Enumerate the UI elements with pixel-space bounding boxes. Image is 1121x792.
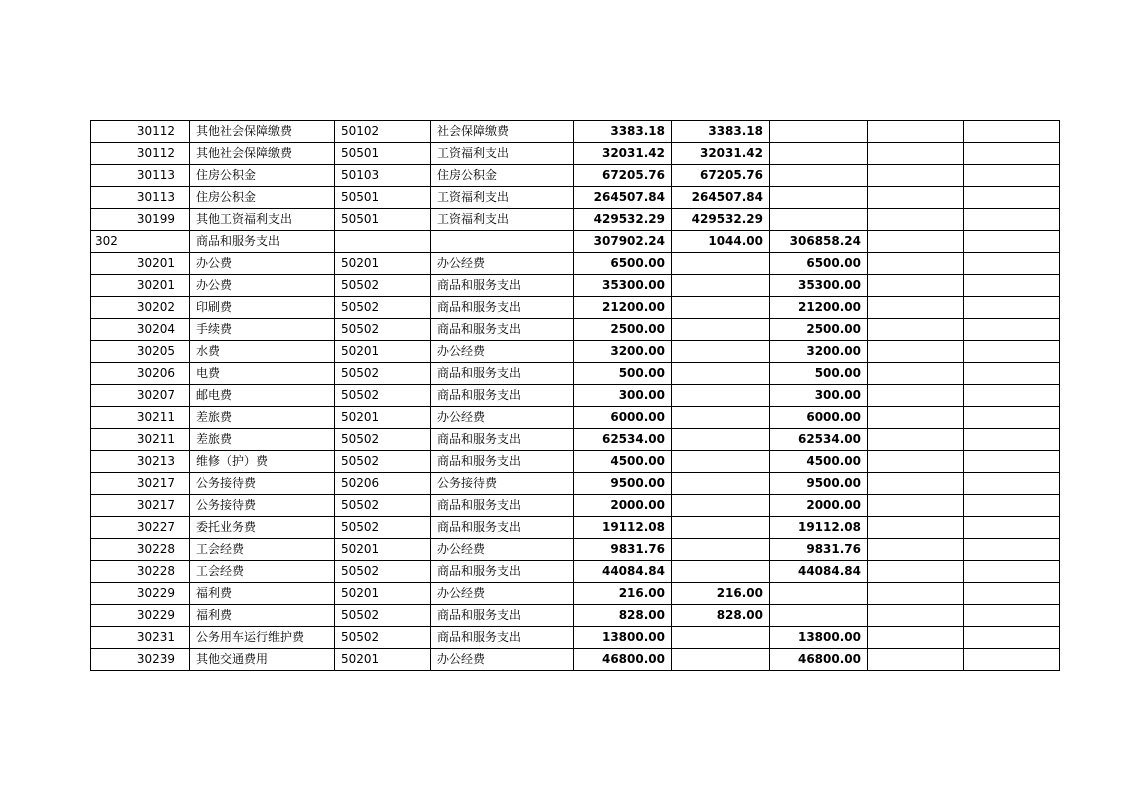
empty-cell <box>964 539 1060 561</box>
empty-cell <box>964 473 1060 495</box>
econ-name-cell: 商品和服务支出 <box>431 297 574 319</box>
table-row <box>91 407 1060 429</box>
empty-cell <box>964 495 1060 517</box>
table-row <box>91 297 1060 319</box>
econ-name-cell: 工资福利支出 <box>431 187 574 209</box>
econ-code-cell: 50502 <box>335 451 431 473</box>
table-row <box>91 517 1060 539</box>
basic-amount-cell: 429532.29 <box>672 209 770 231</box>
total-amount-cell: 32031.42 <box>574 143 672 165</box>
project-amount-cell <box>770 187 868 209</box>
econ-code-cell: 50502 <box>335 319 431 341</box>
subject-name-cell: 其他工资福利支出 <box>190 209 335 231</box>
empty-cell <box>964 583 1060 605</box>
table-row <box>91 253 1060 275</box>
project-amount-cell <box>770 605 868 627</box>
subject-code-cell: 302 <box>91 231 190 253</box>
empty-cell <box>964 385 1060 407</box>
subject-name-cell: 水费 <box>190 341 335 363</box>
empty-cell <box>868 649 964 671</box>
econ-code-cell: 50502 <box>335 429 431 451</box>
subject-name-cell: 住房公积金 <box>190 187 335 209</box>
econ-code-cell: 50502 <box>335 517 431 539</box>
subject-code-cell: 30229 <box>91 605 190 627</box>
project-amount-cell: 6500.00 <box>770 253 868 275</box>
empty-cell <box>868 165 964 187</box>
project-amount-cell <box>770 165 868 187</box>
basic-amount-cell: 1044.00 <box>672 231 770 253</box>
empty-cell <box>868 429 964 451</box>
empty-cell <box>868 451 964 473</box>
budget-table <box>90 120 1060 671</box>
empty-cell <box>964 341 1060 363</box>
total-amount-cell: 216.00 <box>574 583 672 605</box>
empty-cell <box>964 627 1060 649</box>
project-amount-cell: 6000.00 <box>770 407 868 429</box>
subject-code-cell: 30217 <box>91 495 190 517</box>
project-amount-cell <box>770 143 868 165</box>
project-amount-cell: 500.00 <box>770 363 868 385</box>
table-row <box>91 187 1060 209</box>
subject-code-cell: 30201 <box>91 253 190 275</box>
basic-amount-cell: 216.00 <box>672 583 770 605</box>
econ-code-cell: 50502 <box>335 275 431 297</box>
econ-name-cell: 办公经费 <box>431 407 574 429</box>
empty-cell <box>964 363 1060 385</box>
empty-cell <box>964 319 1060 341</box>
subject-code-cell: 30228 <box>91 561 190 583</box>
empty-cell <box>868 275 964 297</box>
empty-cell <box>868 561 964 583</box>
basic-amount-cell <box>672 649 770 671</box>
project-amount-cell: 2000.00 <box>770 495 868 517</box>
table-row <box>91 165 1060 187</box>
project-amount-cell <box>770 121 868 143</box>
econ-name-cell: 商品和服务支出 <box>431 451 574 473</box>
subject-name-cell: 邮电费 <box>190 385 335 407</box>
table-row <box>91 605 1060 627</box>
total-amount-cell: 44084.84 <box>574 561 672 583</box>
econ-code-cell: 50201 <box>335 341 431 363</box>
econ-code-cell: 50501 <box>335 209 431 231</box>
econ-name-cell: 办公经费 <box>431 539 574 561</box>
table-row <box>91 121 1060 143</box>
econ-code-cell: 50201 <box>335 539 431 561</box>
subject-name-cell: 办公费 <box>190 275 335 297</box>
project-amount-cell: 3200.00 <box>770 341 868 363</box>
econ-code-cell: 50201 <box>335 649 431 671</box>
econ-name-cell: 商品和服务支出 <box>431 385 574 407</box>
empty-cell <box>868 605 964 627</box>
subject-name-cell: 其他交通费用 <box>190 649 335 671</box>
econ-code-cell: 50502 <box>335 627 431 649</box>
project-amount-cell: 306858.24 <box>770 231 868 253</box>
empty-cell <box>964 561 1060 583</box>
empty-cell <box>964 121 1060 143</box>
project-amount-cell: 2500.00 <box>770 319 868 341</box>
econ-code-cell: 50502 <box>335 297 431 319</box>
table-row <box>91 429 1060 451</box>
subject-name-cell: 委托业务费 <box>190 517 335 539</box>
subject-code-cell: 30113 <box>91 165 190 187</box>
basic-amount-cell: 3383.18 <box>672 121 770 143</box>
total-amount-cell: 429532.29 <box>574 209 672 231</box>
basic-amount-cell <box>672 561 770 583</box>
basic-amount-cell <box>672 275 770 297</box>
total-amount-cell: 4500.00 <box>574 451 672 473</box>
subject-code-cell: 30202 <box>91 297 190 319</box>
empty-cell <box>868 143 964 165</box>
table-row <box>91 473 1060 495</box>
econ-code-cell <box>335 231 431 253</box>
empty-cell <box>964 297 1060 319</box>
empty-cell <box>868 253 964 275</box>
table-row <box>91 539 1060 561</box>
total-amount-cell: 6000.00 <box>574 407 672 429</box>
subject-code-cell: 30112 <box>91 121 190 143</box>
table-row <box>91 451 1060 473</box>
subject-name-cell: 差旅费 <box>190 407 335 429</box>
subject-name-cell: 工会经费 <box>190 539 335 561</box>
basic-amount-cell <box>672 627 770 649</box>
basic-amount-cell <box>672 495 770 517</box>
econ-name-cell: 商品和服务支出 <box>431 561 574 583</box>
project-amount-cell: 21200.00 <box>770 297 868 319</box>
empty-cell <box>868 341 964 363</box>
table-row <box>91 495 1060 517</box>
econ-code-cell: 50502 <box>335 605 431 627</box>
econ-name-cell: 商品和服务支出 <box>431 319 574 341</box>
econ-code-cell: 50201 <box>335 407 431 429</box>
total-amount-cell: 9831.76 <box>574 539 672 561</box>
empty-cell <box>964 209 1060 231</box>
subject-name-cell: 福利费 <box>190 605 335 627</box>
econ-code-cell: 50103 <box>335 165 431 187</box>
econ-code-cell: 50502 <box>335 363 431 385</box>
subject-code-cell: 30217 <box>91 473 190 495</box>
project-amount-cell: 46800.00 <box>770 649 868 671</box>
econ-code-cell: 50502 <box>335 385 431 407</box>
table-body <box>91 121 1060 671</box>
table-row <box>91 143 1060 165</box>
empty-cell <box>964 231 1060 253</box>
econ-name-cell: 公务接待费 <box>431 473 574 495</box>
basic-amount-cell: 264507.84 <box>672 187 770 209</box>
basic-amount-cell: 67205.76 <box>672 165 770 187</box>
subject-code-cell: 30204 <box>91 319 190 341</box>
subject-code-cell: 30227 <box>91 517 190 539</box>
empty-cell <box>868 495 964 517</box>
basic-amount-cell <box>672 253 770 275</box>
econ-name-cell: 商品和服务支出 <box>431 627 574 649</box>
subject-name-cell: 其他社会保障缴费 <box>190 143 335 165</box>
table-row <box>91 561 1060 583</box>
total-amount-cell: 307902.24 <box>574 231 672 253</box>
total-amount-cell: 2000.00 <box>574 495 672 517</box>
total-amount-cell: 300.00 <box>574 385 672 407</box>
econ-name-cell: 办公经费 <box>431 253 574 275</box>
basic-amount-cell <box>672 473 770 495</box>
subject-code-cell: 30213 <box>91 451 190 473</box>
subject-name-cell: 电费 <box>190 363 335 385</box>
empty-cell <box>868 583 964 605</box>
basic-amount-cell <box>672 429 770 451</box>
econ-name-cell: 住房公积金 <box>431 165 574 187</box>
table-row <box>91 319 1060 341</box>
subject-code-cell: 30206 <box>91 363 190 385</box>
subject-name-cell: 印刷费 <box>190 297 335 319</box>
basic-amount-cell <box>672 385 770 407</box>
project-amount-cell: 300.00 <box>770 385 868 407</box>
empty-cell <box>868 363 964 385</box>
subject-name-cell: 公务用车运行维护费 <box>190 627 335 649</box>
subject-code-cell: 30113 <box>91 187 190 209</box>
econ-name-cell: 办公经费 <box>431 649 574 671</box>
subject-code-cell: 30201 <box>91 275 190 297</box>
subject-name-cell: 公务接待费 <box>190 473 335 495</box>
empty-cell <box>964 275 1060 297</box>
total-amount-cell: 3383.18 <box>574 121 672 143</box>
project-amount-cell: 44084.84 <box>770 561 868 583</box>
econ-name-cell: 社会保障缴费 <box>431 121 574 143</box>
subject-name-cell: 公务接待费 <box>190 495 335 517</box>
basic-amount-cell <box>672 297 770 319</box>
empty-cell <box>964 451 1060 473</box>
subject-code-cell: 30228 <box>91 539 190 561</box>
econ-code-cell: 50501 <box>335 187 431 209</box>
subject-name-cell: 其他社会保障缴费 <box>190 121 335 143</box>
project-amount-cell: 13800.00 <box>770 627 868 649</box>
total-amount-cell: 9500.00 <box>574 473 672 495</box>
project-amount-cell: 35300.00 <box>770 275 868 297</box>
econ-name-cell: 商品和服务支出 <box>431 363 574 385</box>
total-amount-cell: 13800.00 <box>574 627 672 649</box>
total-amount-cell: 21200.00 <box>574 297 672 319</box>
empty-cell <box>964 407 1060 429</box>
econ-name-cell: 工资福利支出 <box>431 143 574 165</box>
empty-cell <box>964 165 1060 187</box>
subject-name-cell: 工会经费 <box>190 561 335 583</box>
empty-cell <box>868 231 964 253</box>
project-amount-cell: 4500.00 <box>770 451 868 473</box>
subject-name-cell: 办公费 <box>190 253 335 275</box>
econ-name-cell: 商品和服务支出 <box>431 495 574 517</box>
subject-name-cell: 住房公积金 <box>190 165 335 187</box>
total-amount-cell: 35300.00 <box>574 275 672 297</box>
empty-cell <box>964 649 1060 671</box>
table-row <box>91 649 1060 671</box>
subject-code-cell: 30199 <box>91 209 190 231</box>
basic-amount-cell <box>672 451 770 473</box>
subject-code-cell: 30112 <box>91 143 190 165</box>
total-amount-cell: 828.00 <box>574 605 672 627</box>
project-amount-cell: 62534.00 <box>770 429 868 451</box>
econ-name-cell: 商品和服务支出 <box>431 605 574 627</box>
table-row <box>91 583 1060 605</box>
total-amount-cell: 500.00 <box>574 363 672 385</box>
econ-name-cell: 商品和服务支出 <box>431 429 574 451</box>
empty-cell <box>964 253 1060 275</box>
econ-code-cell: 50201 <box>335 253 431 275</box>
total-amount-cell: 62534.00 <box>574 429 672 451</box>
total-amount-cell: 264507.84 <box>574 187 672 209</box>
subject-name-cell: 手续费 <box>190 319 335 341</box>
table-row <box>91 231 1060 253</box>
econ-name-cell: 商品和服务支出 <box>431 517 574 539</box>
table-row <box>91 385 1060 407</box>
empty-cell <box>868 407 964 429</box>
total-amount-cell: 6500.00 <box>574 253 672 275</box>
econ-code-cell: 50206 <box>335 473 431 495</box>
basic-amount-cell <box>672 341 770 363</box>
econ-name-cell: 商品和服务支出 <box>431 275 574 297</box>
subject-code-cell: 30211 <box>91 429 190 451</box>
subject-code-cell: 30239 <box>91 649 190 671</box>
basic-amount-cell: 828.00 <box>672 605 770 627</box>
econ-code-cell: 50502 <box>335 495 431 517</box>
table-row <box>91 341 1060 363</box>
econ-code-cell: 50102 <box>335 121 431 143</box>
empty-cell <box>964 517 1060 539</box>
basic-amount-cell <box>672 407 770 429</box>
table-row <box>91 627 1060 649</box>
basic-amount-cell <box>672 363 770 385</box>
project-amount-cell <box>770 583 868 605</box>
empty-cell <box>868 627 964 649</box>
econ-code-cell: 50501 <box>335 143 431 165</box>
total-amount-cell: 19112.08 <box>574 517 672 539</box>
project-amount-cell <box>770 209 868 231</box>
empty-cell <box>964 605 1060 627</box>
total-amount-cell: 46800.00 <box>574 649 672 671</box>
total-amount-cell: 67205.76 <box>574 165 672 187</box>
table-row <box>91 209 1060 231</box>
basic-amount-cell <box>672 517 770 539</box>
empty-cell <box>868 121 964 143</box>
project-amount-cell: 9500.00 <box>770 473 868 495</box>
econ-code-cell: 50201 <box>335 583 431 605</box>
econ-name-cell: 办公经费 <box>431 583 574 605</box>
project-amount-cell: 19112.08 <box>770 517 868 539</box>
empty-cell <box>868 517 964 539</box>
subject-code-cell: 30229 <box>91 583 190 605</box>
empty-cell <box>868 187 964 209</box>
empty-cell <box>868 539 964 561</box>
econ-name-cell <box>431 231 574 253</box>
table-row <box>91 363 1060 385</box>
empty-cell <box>868 319 964 341</box>
econ-code-cell: 50502 <box>335 561 431 583</box>
empty-cell <box>868 385 964 407</box>
subject-name-cell: 福利费 <box>190 583 335 605</box>
table-row <box>91 275 1060 297</box>
subject-code-cell: 30231 <box>91 627 190 649</box>
empty-cell <box>868 209 964 231</box>
empty-cell <box>868 473 964 495</box>
empty-cell <box>964 429 1060 451</box>
basic-amount-cell <box>672 539 770 561</box>
econ-name-cell: 办公经费 <box>431 341 574 363</box>
total-amount-cell: 2500.00 <box>574 319 672 341</box>
basic-amount-cell: 32031.42 <box>672 143 770 165</box>
econ-name-cell: 工资福利支出 <box>431 209 574 231</box>
subject-name-cell: 差旅费 <box>190 429 335 451</box>
empty-cell <box>964 143 1060 165</box>
empty-cell <box>964 187 1060 209</box>
subject-code-cell: 30207 <box>91 385 190 407</box>
basic-amount-cell <box>672 319 770 341</box>
subject-code-cell: 30211 <box>91 407 190 429</box>
total-amount-cell: 3200.00 <box>574 341 672 363</box>
subject-name-cell: 维修（护）费 <box>190 451 335 473</box>
empty-cell <box>868 297 964 319</box>
subject-code-cell: 30205 <box>91 341 190 363</box>
subject-name-cell: 商品和服务支出 <box>190 231 335 253</box>
project-amount-cell: 9831.76 <box>770 539 868 561</box>
